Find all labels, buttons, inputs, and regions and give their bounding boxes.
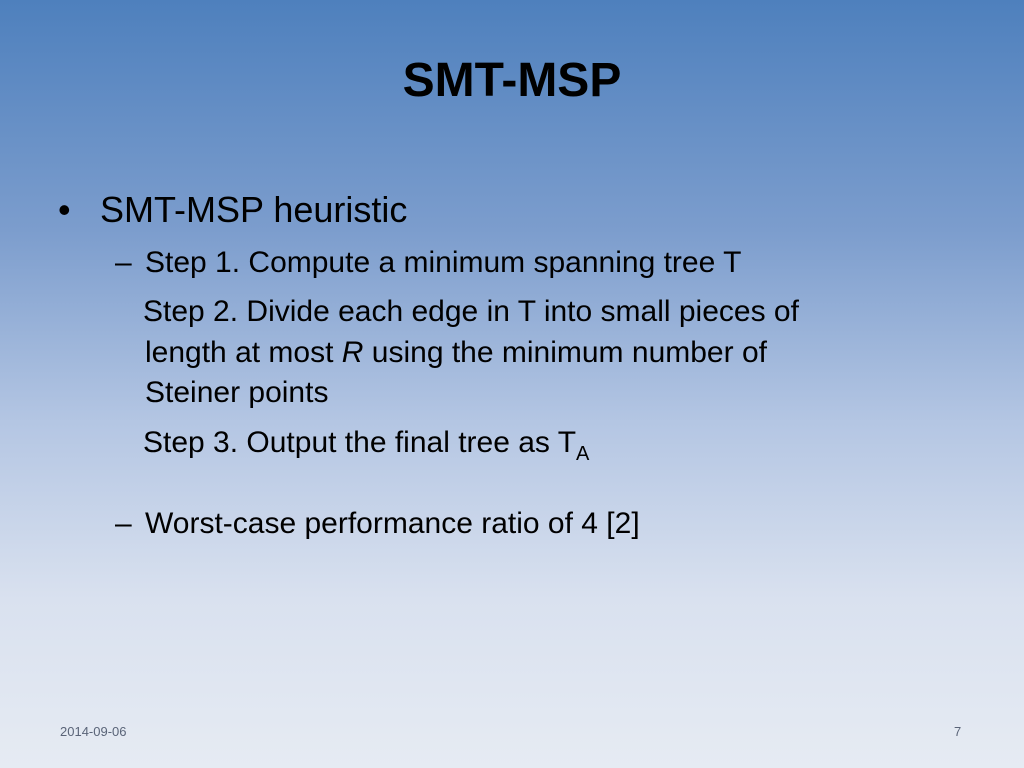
step2-line3: Steiner points — [145, 376, 329, 409]
dash-marker: – — [115, 246, 132, 279]
step2-line2-suffix: using the minimum number of — [363, 336, 767, 369]
dash-marker: – — [115, 507, 132, 540]
worst-case-text: Worst-case performance ratio of 4 [2] — [145, 507, 640, 540]
bullet-text: SMT-MSP heuristic — [100, 189, 408, 230]
step1-item — [115, 243, 741, 283]
bullet-marker: • — [58, 189, 71, 230]
step2-line2-prefix: length at most — [145, 336, 342, 369]
step2-line1: Step 2. Divide each edge in T into small pieces of — [143, 295, 799, 328]
footer-page-number: 7 — [954, 724, 962, 739]
step3-text: Step 3. Output the final tree as T — [143, 426, 577, 459]
slide-title: SMT-MSP — [402, 54, 622, 107]
step2-line2 — [145, 333, 767, 373]
worst-case-item — [115, 504, 640, 544]
bullet-heuristic — [58, 188, 407, 232]
step1-text: Step 1. Compute a minimum spanning tree T — [145, 246, 742, 279]
step3-subscript: A — [576, 443, 590, 465]
footer-date: 2014-09-06 — [60, 724, 127, 739]
step3-item — [143, 423, 589, 474]
step2-variable-r: R — [341, 336, 364, 369]
